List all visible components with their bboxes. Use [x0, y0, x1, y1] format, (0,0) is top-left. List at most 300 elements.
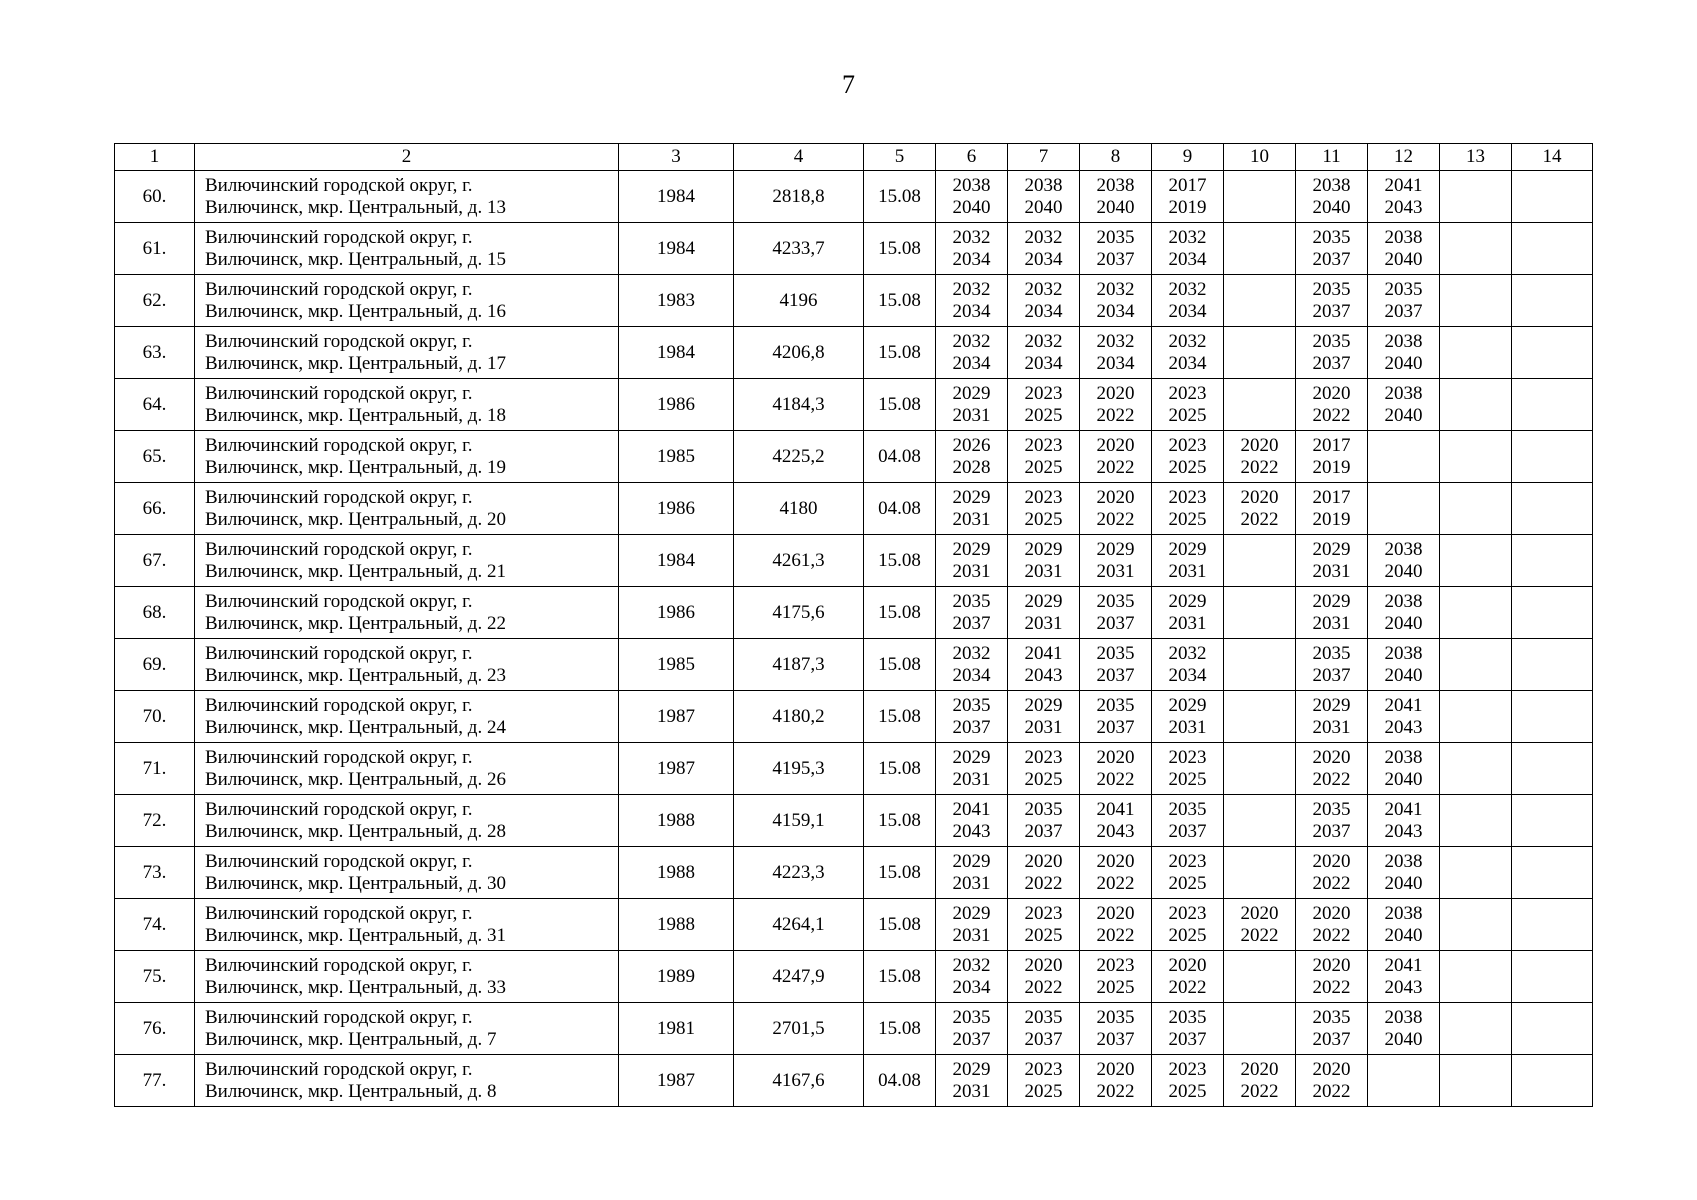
period-cell-col-7 [1008, 743, 1080, 795]
build-year-cell: 1985 [619, 639, 734, 691]
period-cell-col-10 [1224, 951, 1296, 1003]
period-start: 2038 [1384, 226, 1423, 248]
address-line-1: Вилючинский городской округ, г. [205, 538, 473, 560]
table-row [115, 223, 1593, 275]
period-start: 2032 [952, 954, 991, 976]
period-start: 2038 [1096, 174, 1135, 196]
period-end: 2040 [1384, 404, 1423, 426]
period-end: 2031 [1168, 612, 1207, 634]
period-start: 2032 [952, 330, 991, 352]
period-cell-col-10 [1224, 639, 1296, 691]
period-start: 2020 [1096, 1058, 1135, 1080]
period-start: 2029 [1168, 590, 1207, 612]
period-start: 2041 [1024, 642, 1063, 664]
period-end: 2022 [1096, 456, 1135, 478]
period-end: 2034 [1168, 248, 1207, 270]
code-cell: 15.08 [864, 951, 936, 1003]
period-cell-col-11 [1296, 327, 1368, 379]
period-cell-col-12 [1368, 171, 1440, 223]
period-start: 2017 [1168, 174, 1207, 196]
period-end: 2034 [1168, 664, 1207, 686]
period-cell-col-7 [1008, 379, 1080, 431]
build-year-cell: 1988 [619, 795, 734, 847]
table-row [115, 899, 1593, 951]
period-start: 2020 [1240, 486, 1279, 508]
address-cell [195, 275, 619, 327]
period-cell-col-11 [1296, 1055, 1368, 1107]
address-cell [195, 951, 619, 1003]
period-start: 2032 [1168, 278, 1207, 300]
period-end: 2031 [1024, 560, 1063, 582]
column-header-4: 4 [734, 144, 864, 171]
address-line-2: Вилючинск, мкр. Центральный, д. 28 [205, 820, 506, 842]
period-end: 2031 [1168, 560, 1207, 582]
period-start: 2020 [1096, 434, 1135, 456]
period-cell-col-14 [1512, 379, 1593, 431]
address-line-1: Вилючинский городской округ, г. [205, 954, 473, 976]
period-cell-col-10 [1224, 795, 1296, 847]
address-line-2: Вилючинск, мкр. Центральный, д. 24 [205, 716, 506, 738]
period-end: 2031 [1096, 560, 1135, 582]
period-start: 2023 [1168, 434, 1207, 456]
build-year-cell: 1988 [619, 899, 734, 951]
period-cell-col-14 [1512, 639, 1593, 691]
area-cell: 4159,1 [734, 795, 864, 847]
code-cell: 15.08 [864, 327, 936, 379]
address-line-1: Вилючинский городской округ, г. [205, 798, 473, 820]
period-end: 2025 [1168, 1080, 1207, 1102]
row-number-cell: 76. [115, 1003, 195, 1055]
period-cell-col-7 [1008, 171, 1080, 223]
period-cell-col-11 [1296, 639, 1368, 691]
period-cell-col-7 [1008, 691, 1080, 743]
address-cell [195, 743, 619, 795]
period-cell-col-9 [1152, 951, 1224, 1003]
period-start: 2023 [1024, 382, 1063, 404]
period-start: 2020 [1096, 902, 1135, 924]
period-cell-col-12 [1368, 275, 1440, 327]
period-cell-col-13 [1440, 431, 1512, 483]
period-cell-col-9 [1152, 795, 1224, 847]
period-end: 2040 [1384, 560, 1423, 582]
period-end: 2022 [1312, 768, 1351, 790]
period-end: 2025 [1024, 404, 1063, 426]
row-number-cell: 74. [115, 899, 195, 951]
build-year-cell: 1986 [619, 483, 734, 535]
area-cell: 4180 [734, 483, 864, 535]
row-number-cell: 64. [115, 379, 195, 431]
period-cell-col-12 [1368, 743, 1440, 795]
period-start: 2035 [952, 590, 991, 612]
period-start: 2029 [1312, 694, 1351, 716]
address-line-1: Вилючинский городской округ, г. [205, 902, 473, 924]
period-cell-col-11 [1296, 899, 1368, 951]
address-line-2: Вилючинск, мкр. Центральный, д. 22 [205, 612, 506, 634]
period-cell-col-12 [1368, 379, 1440, 431]
period-end: 2031 [952, 508, 991, 530]
period-end: 2037 [1168, 820, 1207, 842]
period-end: 2025 [1024, 508, 1063, 530]
period-start: 2029 [1168, 538, 1207, 560]
address-line-2: Вилючинск, мкр. Центральный, д. 31 [205, 924, 506, 946]
row-number-cell: 73. [115, 847, 195, 899]
column-header-8: 8 [1080, 144, 1152, 171]
period-end: 2022 [1312, 872, 1351, 894]
code-cell: 15.08 [864, 743, 936, 795]
period-end: 2025 [1168, 404, 1207, 426]
period-end: 2034 [952, 300, 991, 322]
area-cell: 4187,3 [734, 639, 864, 691]
period-start: 2020 [1096, 850, 1135, 872]
period-start: 2026 [952, 434, 991, 456]
column-header-7: 7 [1008, 144, 1080, 171]
column-header-11: 11 [1296, 144, 1368, 171]
period-start: 2020 [1024, 850, 1063, 872]
code-cell: 15.08 [864, 275, 936, 327]
address-line-1: Вилючинский городской округ, г. [205, 434, 473, 456]
period-start: 2035 [1312, 798, 1351, 820]
period-start: 2032 [1024, 330, 1063, 352]
address-cell [195, 483, 619, 535]
code-cell: 04.08 [864, 483, 936, 535]
header-row [115, 144, 1593, 171]
period-start: 2038 [1384, 1006, 1423, 1028]
period-cell-col-13 [1440, 847, 1512, 899]
period-end: 2025 [1168, 872, 1207, 894]
row-number-cell: 62. [115, 275, 195, 327]
period-cell-col-6 [936, 223, 1008, 275]
period-start: 2038 [1384, 382, 1423, 404]
period-start: 2023 [1168, 382, 1207, 404]
period-start: 2032 [1096, 278, 1135, 300]
table-row [115, 587, 1593, 639]
period-start: 2035 [952, 694, 991, 716]
period-start: 2041 [952, 798, 991, 820]
code-cell: 15.08 [864, 587, 936, 639]
column-header-5: 5 [864, 144, 936, 171]
row-number-cell: 66. [115, 483, 195, 535]
code-cell: 15.08 [864, 223, 936, 275]
row-number-cell: 68. [115, 587, 195, 639]
period-cell-col-11 [1296, 379, 1368, 431]
period-cell-col-14 [1512, 1003, 1593, 1055]
period-cell-col-10 [1224, 691, 1296, 743]
period-cell-col-13 [1440, 1055, 1512, 1107]
period-end: 2034 [952, 664, 991, 686]
period-cell-col-10 [1224, 1055, 1296, 1107]
period-cell-col-14 [1512, 951, 1593, 1003]
period-cell-col-7 [1008, 1055, 1080, 1107]
period-end: 2037 [1312, 820, 1351, 842]
area-cell: 4225,2 [734, 431, 864, 483]
period-end: 2040 [1384, 768, 1423, 790]
code-cell: 15.08 [864, 899, 936, 951]
period-end: 2022 [1240, 508, 1279, 530]
period-cell-col-7 [1008, 639, 1080, 691]
address-line-2: Вилючинск, мкр. Центральный, д. 21 [205, 560, 506, 582]
column-header-3: 3 [619, 144, 734, 171]
period-start: 2035 [1096, 590, 1135, 612]
address-cell [195, 639, 619, 691]
period-start: 2035 [1096, 226, 1135, 248]
table-row [115, 379, 1593, 431]
period-start: 2035 [1312, 642, 1351, 664]
period-start: 2041 [1384, 174, 1423, 196]
period-end: 2040 [1312, 196, 1351, 218]
period-end: 2037 [1312, 300, 1351, 322]
period-end: 2037 [1024, 1028, 1063, 1050]
period-end: 2037 [1312, 352, 1351, 374]
area-cell: 4261,3 [734, 535, 864, 587]
period-end: 2037 [1096, 716, 1135, 738]
area-cell: 4264,1 [734, 899, 864, 951]
period-end: 2040 [1024, 196, 1063, 218]
period-cell-col-14 [1512, 483, 1593, 535]
table-row [115, 691, 1593, 743]
period-start: 2038 [1384, 538, 1423, 560]
address-line-2: Вилючинск, мкр. Центральный, д. 15 [205, 248, 506, 270]
period-cell-col-13 [1440, 639, 1512, 691]
period-cell-col-12 [1368, 587, 1440, 639]
period-cell-col-12 [1368, 327, 1440, 379]
table-body [115, 171, 1593, 1107]
period-cell-col-6 [936, 691, 1008, 743]
period-start: 2023 [1168, 850, 1207, 872]
area-cell: 2701,5 [734, 1003, 864, 1055]
period-end: 2034 [1168, 300, 1207, 322]
period-cell-col-9 [1152, 899, 1224, 951]
period-cell-col-12 [1368, 951, 1440, 1003]
period-cell-col-8 [1080, 379, 1152, 431]
row-number-cell: 70. [115, 691, 195, 743]
period-cell-col-10 [1224, 847, 1296, 899]
code-cell: 04.08 [864, 1055, 936, 1107]
period-end: 2040 [1384, 248, 1423, 270]
period-cell-col-14 [1512, 691, 1593, 743]
area-cell: 4206,8 [734, 327, 864, 379]
address-cell [195, 535, 619, 587]
period-cell-col-10 [1224, 327, 1296, 379]
address-line-2: Вилючинск, мкр. Центральный, д. 20 [205, 508, 506, 530]
period-end: 2031 [952, 404, 991, 426]
period-cell-col-6 [936, 1003, 1008, 1055]
table-row [115, 951, 1593, 1003]
period-cell-col-14 [1512, 899, 1593, 951]
period-start: 2029 [1024, 590, 1063, 612]
period-start: 2038 [1384, 642, 1423, 664]
period-cell-col-7 [1008, 795, 1080, 847]
period-cell-col-6 [936, 431, 1008, 483]
period-start: 2020 [1240, 902, 1279, 924]
period-cell-col-9 [1152, 639, 1224, 691]
table-row [115, 639, 1593, 691]
address-line-2: Вилючинск, мкр. Центральный, д. 17 [205, 352, 506, 374]
period-cell-col-13 [1440, 587, 1512, 639]
address-line-2: Вилючинск, мкр. Центральный, д. 23 [205, 664, 506, 686]
period-end: 2037 [1312, 664, 1351, 686]
period-end: 2040 [1384, 612, 1423, 634]
build-year-cell: 1981 [619, 1003, 734, 1055]
period-cell-col-10 [1224, 275, 1296, 327]
address-line-2: Вилючинск, мкр. Центральный, д. 26 [205, 768, 506, 790]
period-cell-col-14 [1512, 171, 1593, 223]
period-end: 2037 [1312, 248, 1351, 270]
area-cell: 4223,3 [734, 847, 864, 899]
address-cell [195, 1003, 619, 1055]
period-start: 2020 [1240, 1058, 1279, 1080]
area-cell: 4247,9 [734, 951, 864, 1003]
period-cell-col-6 [936, 951, 1008, 1003]
period-cell-col-7 [1008, 587, 1080, 639]
area-cell: 4167,6 [734, 1055, 864, 1107]
build-year-cell: 1984 [619, 171, 734, 223]
period-cell-col-12 [1368, 483, 1440, 535]
period-start: 2032 [1168, 226, 1207, 248]
address-line-1: Вилючинский городской округ, г. [205, 642, 473, 664]
period-end: 2034 [1024, 300, 1063, 322]
period-cell-col-13 [1440, 223, 1512, 275]
address-line-1: Вилючинский городской округ, г. [205, 382, 473, 404]
period-end: 2043 [1384, 716, 1423, 738]
period-cell-col-13 [1440, 483, 1512, 535]
period-start: 2020 [1312, 746, 1351, 768]
row-number-cell: 75. [115, 951, 195, 1003]
period-end: 2025 [1024, 924, 1063, 946]
period-start: 2032 [1096, 330, 1135, 352]
period-cell-col-6 [936, 535, 1008, 587]
period-cell-col-6 [936, 483, 1008, 535]
period-cell-col-9 [1152, 743, 1224, 795]
build-year-cell: 1987 [619, 691, 734, 743]
period-end: 2031 [952, 924, 991, 946]
period-cell-col-12 [1368, 1003, 1440, 1055]
table-row [115, 327, 1593, 379]
address-line-2: Вилючинск, мкр. Центральный, д. 8 [205, 1080, 497, 1102]
period-cell-col-14 [1512, 223, 1593, 275]
period-start: 2023 [1096, 954, 1135, 976]
area-cell: 4233,7 [734, 223, 864, 275]
period-end: 2028 [952, 456, 991, 478]
period-cell-col-8 [1080, 431, 1152, 483]
period-cell-col-6 [936, 743, 1008, 795]
address-cell [195, 431, 619, 483]
period-cell-col-12 [1368, 431, 1440, 483]
period-end: 2025 [1024, 1080, 1063, 1102]
period-end: 2022 [1240, 456, 1279, 478]
period-cell-col-13 [1440, 795, 1512, 847]
period-start: 2029 [1312, 590, 1351, 612]
code-cell: 04.08 [864, 431, 936, 483]
address-line-2: Вилючинск, мкр. Центральный, д. 7 [205, 1028, 497, 1050]
code-cell: 15.08 [864, 691, 936, 743]
period-cell-col-9 [1152, 483, 1224, 535]
period-end: 2034 [952, 248, 991, 270]
build-year-cell: 1989 [619, 951, 734, 1003]
period-start: 2038 [1384, 850, 1423, 872]
address-line-1: Вилючинский городской округ, г. [205, 590, 473, 612]
period-start: 2020 [1024, 954, 1063, 976]
period-end: 2037 [1096, 612, 1135, 634]
address-line-1: Вилючинский городской округ, г. [205, 1058, 473, 1080]
period-cell-col-10 [1224, 483, 1296, 535]
address-line-1: Вилючинский городской округ, г. [205, 174, 473, 196]
period-cell-col-6 [936, 847, 1008, 899]
build-year-cell: 1986 [619, 587, 734, 639]
period-cell-col-7 [1008, 431, 1080, 483]
period-cell-col-6 [936, 587, 1008, 639]
period-start: 2032 [1024, 226, 1063, 248]
period-cell-col-11 [1296, 587, 1368, 639]
code-cell: 15.08 [864, 795, 936, 847]
area-cell: 4184,3 [734, 379, 864, 431]
period-cell-col-6 [936, 795, 1008, 847]
build-year-cell: 1987 [619, 1055, 734, 1107]
period-start: 2041 [1384, 954, 1423, 976]
period-start: 2023 [1024, 486, 1063, 508]
period-cell-col-8 [1080, 795, 1152, 847]
period-cell-col-8 [1080, 223, 1152, 275]
period-end: 2025 [1168, 924, 1207, 946]
period-cell-col-6 [936, 379, 1008, 431]
address-cell [195, 379, 619, 431]
code-cell: 15.08 [864, 639, 936, 691]
area-cell: 4175,6 [734, 587, 864, 639]
period-cell-col-13 [1440, 275, 1512, 327]
build-year-cell: 1988 [619, 847, 734, 899]
period-start: 2032 [1024, 278, 1063, 300]
code-cell: 15.08 [864, 535, 936, 587]
period-end: 2040 [1384, 924, 1423, 946]
column-header-14: 14 [1512, 144, 1593, 171]
period-start: 2029 [952, 538, 991, 560]
period-end: 2031 [1312, 560, 1351, 582]
address-cell [195, 1055, 619, 1107]
period-start: 2020 [1096, 746, 1135, 768]
period-end: 2034 [1096, 300, 1135, 322]
period-end: 2025 [1168, 768, 1207, 790]
table-row [115, 171, 1593, 223]
period-cell-col-8 [1080, 691, 1152, 743]
period-end: 2034 [952, 352, 991, 374]
period-start: 2038 [1384, 902, 1423, 924]
period-end: 2019 [1168, 196, 1207, 218]
period-start: 2035 [1312, 1006, 1351, 1028]
period-start: 2017 [1312, 434, 1351, 456]
period-start: 2035 [1384, 278, 1423, 300]
period-cell-col-13 [1440, 171, 1512, 223]
period-end: 2025 [1024, 768, 1063, 790]
period-end: 2022 [1312, 404, 1351, 426]
period-end: 2022 [1096, 872, 1135, 894]
period-end: 2037 [1024, 820, 1063, 842]
address-cell [195, 327, 619, 379]
period-start: 2032 [952, 642, 991, 664]
period-start: 2035 [952, 1006, 991, 1028]
period-cell-col-7 [1008, 483, 1080, 535]
period-start: 2023 [1168, 746, 1207, 768]
period-start: 2035 [1312, 330, 1351, 352]
period-start: 2023 [1024, 434, 1063, 456]
period-cell-col-11 [1296, 223, 1368, 275]
period-start: 2029 [952, 902, 991, 924]
period-start: 2035 [1024, 798, 1063, 820]
period-end: 2022 [1024, 976, 1063, 998]
period-cell-col-8 [1080, 639, 1152, 691]
period-cell-col-13 [1440, 327, 1512, 379]
address-line-2: Вилючинск, мкр. Центральный, д. 19 [205, 456, 506, 478]
page-number: 7 [842, 70, 855, 99]
period-end: 2040 [952, 196, 991, 218]
